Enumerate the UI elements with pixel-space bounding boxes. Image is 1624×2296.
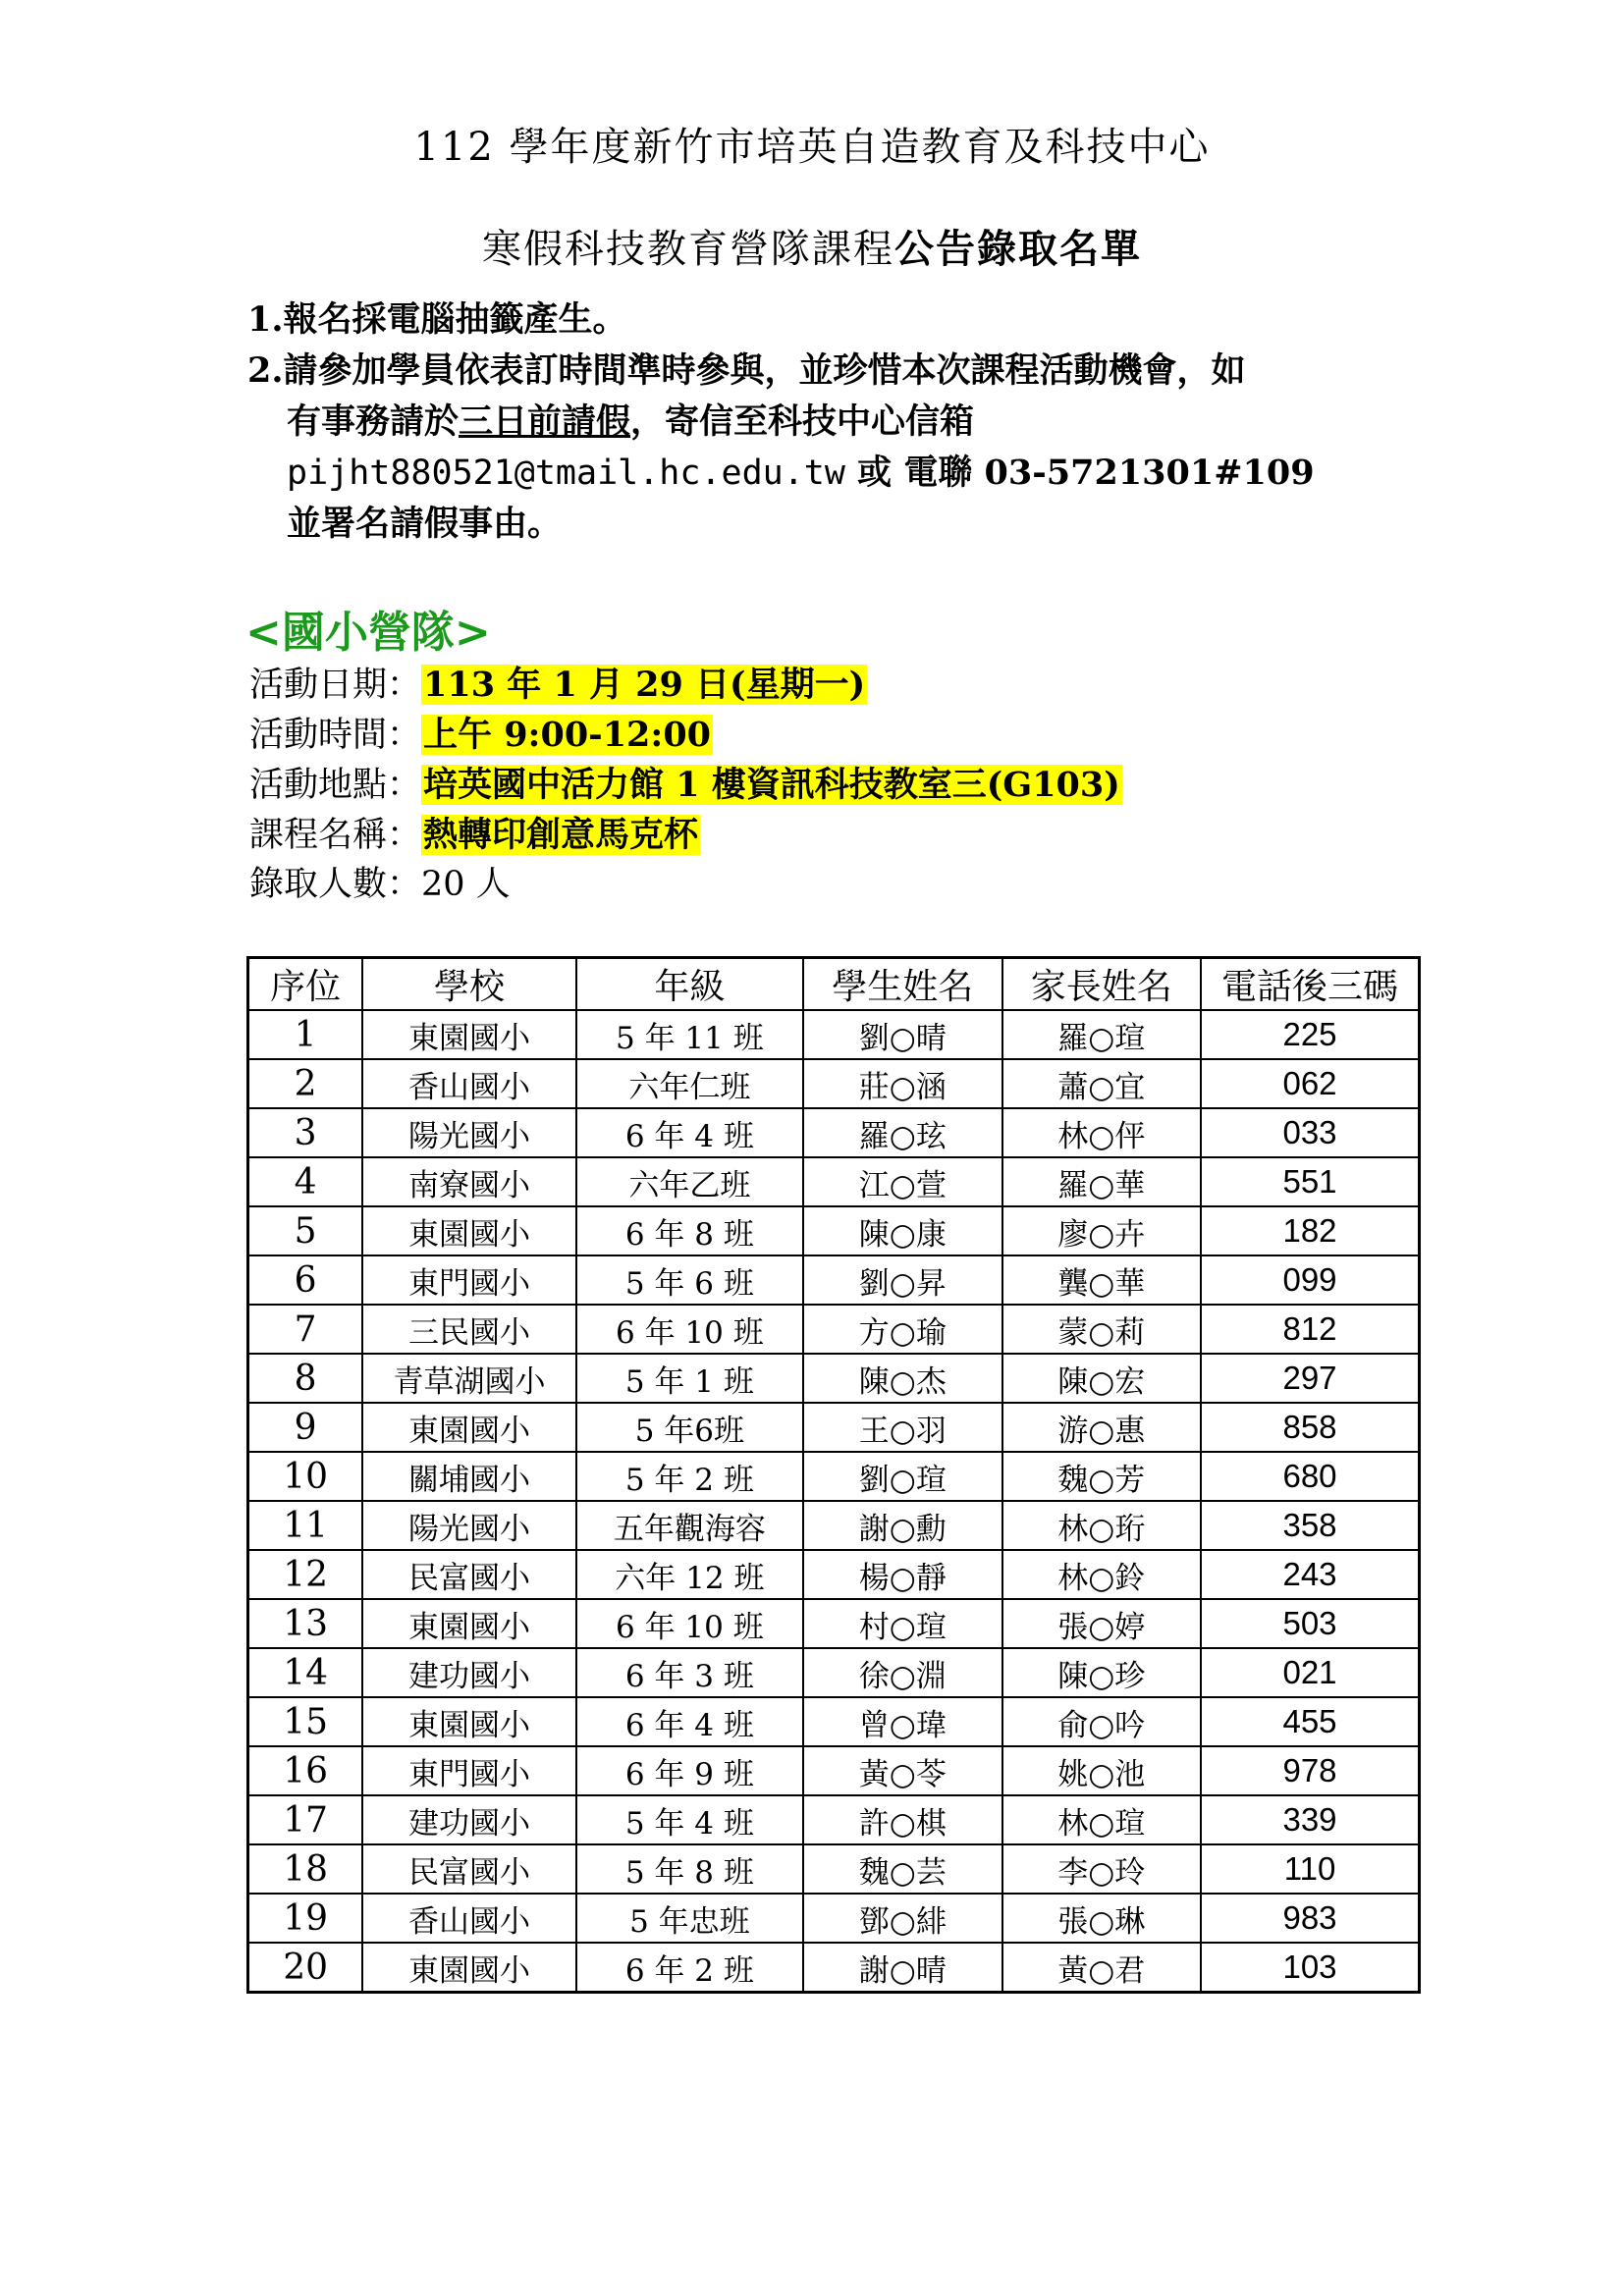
row-phone: 103	[1201, 1943, 1420, 1993]
row-student: 劉○晴	[803, 1010, 1001, 1059]
row-student: 謝○勳	[803, 1501, 1001, 1550]
row-seq: 15	[248, 1697, 363, 1746]
row-grade: 5 年 8 班	[576, 1844, 803, 1894]
row-school: 香山國小	[362, 1059, 575, 1108]
row-grade: 5 年 11 班	[576, 1010, 803, 1059]
row-parent: 林○鈴	[1002, 1550, 1201, 1599]
info-date-label: 活動日期：	[249, 666, 422, 705]
row-seq: 4	[248, 1157, 363, 1206]
table-row	[248, 1010, 1420, 1059]
info-count-label: 錄取人數：	[249, 865, 422, 904]
row-grade: 5 年忠班	[576, 1894, 803, 1943]
row-school: 民富國小	[362, 1844, 575, 1894]
info-course-value: 熱轉印創意馬克杯	[423, 815, 699, 855]
header-seq: 序位	[248, 958, 363, 1011]
row-parent: 黃○君	[1002, 1943, 1201, 1993]
row-school: 南寮國小	[362, 1157, 575, 1206]
info-date-value: 113 年 1 月 29 日(星期一)	[423, 665, 866, 705]
row-school: 青草湖國小	[362, 1354, 575, 1403]
row-student: 魏○芸	[803, 1844, 1001, 1894]
table-row	[248, 1157, 1420, 1206]
row-phone: 858	[1201, 1403, 1420, 1452]
row-student: 方○瑜	[803, 1305, 1001, 1354]
table-row	[248, 1844, 1420, 1894]
row-grade: 五年觀海容	[576, 1501, 803, 1550]
info-time	[249, 710, 1122, 760]
row-school: 東園國小	[362, 1403, 575, 1452]
info-place	[249, 760, 1122, 810]
row-parent: 羅○瑄	[1002, 1010, 1201, 1059]
row-phone: 243	[1201, 1550, 1420, 1599]
row-grade: 6 年 3 班	[576, 1648, 803, 1697]
row-seq: 18	[248, 1844, 363, 1894]
table-row	[248, 1599, 1420, 1648]
row-phone: 110	[1201, 1844, 1420, 1894]
row-parent: 張○婷	[1002, 1599, 1201, 1648]
row-student: 劉○瑄	[803, 1452, 1001, 1501]
row-grade: 5 年 2 班	[576, 1452, 803, 1501]
row-parent: 姚○池	[1002, 1746, 1201, 1795]
row-school: 東門國小	[362, 1746, 575, 1795]
row-school: 民富國小	[362, 1550, 575, 1599]
row-phone: 358	[1201, 1501, 1420, 1550]
table-body	[248, 1010, 1420, 1993]
row-parent: 廖○卉	[1002, 1206, 1201, 1255]
header-grade: 年級	[576, 958, 803, 1011]
document-subtitle	[0, 218, 1624, 274]
row-seq: 12	[248, 1550, 363, 1599]
table-row	[248, 1354, 1420, 1403]
table-row	[248, 1894, 1420, 1943]
row-grade: 6 年 4 班	[576, 1108, 803, 1157]
row-student: 莊○涵	[803, 1059, 1001, 1108]
row-school: 建功國小	[362, 1795, 575, 1844]
row-grade: 6 年 8 班	[576, 1206, 803, 1255]
row-grade: 6 年 2 班	[576, 1943, 803, 1993]
row-phone: 099	[1201, 1255, 1420, 1305]
note-line-1: 1.報名採電腦抽籤產生。	[247, 299, 627, 340]
row-seq: 10	[248, 1452, 363, 1501]
note-line-3-start: 有事務請於	[287, 401, 460, 442]
table-row	[248, 1648, 1420, 1697]
row-seq: 17	[248, 1795, 363, 1844]
row-phone: 182	[1201, 1206, 1420, 1255]
row-seq: 9	[248, 1403, 363, 1452]
contact-email: pijht880521@tmail.hc.edu.tw	[287, 454, 845, 493]
row-school: 陽光國小	[362, 1501, 575, 1550]
info-count-value: 20 人	[421, 865, 511, 904]
row-school: 陽光國小	[362, 1108, 575, 1157]
row-seq: 8	[248, 1354, 363, 1403]
row-school: 東園國小	[362, 1599, 575, 1648]
row-school: 東門國小	[362, 1255, 575, 1305]
row-phone: 297	[1201, 1354, 1420, 1403]
row-parent: 林○瑄	[1002, 1795, 1201, 1844]
row-phone: 339	[1201, 1795, 1420, 1844]
row-phone: 978	[1201, 1746, 1420, 1795]
note-line-2: 2.請參加學員依表訂時間準時參與，並珍惜本次課程活動機會，如	[247, 350, 1246, 391]
note-line-5: 並署名請假事由。	[287, 504, 563, 544]
row-seq: 2	[248, 1059, 363, 1108]
row-parent: 羅○華	[1002, 1157, 1201, 1206]
row-phone: 680	[1201, 1452, 1420, 1501]
row-seq: 16	[248, 1746, 363, 1795]
row-parent: 陳○珍	[1002, 1648, 1201, 1697]
row-seq: 14	[248, 1648, 363, 1697]
info-place-label: 活動地點：	[249, 766, 422, 805]
row-grade: 5 年 1 班	[576, 1354, 803, 1403]
header-phone: 電話後三碼	[1201, 958, 1420, 1011]
row-parent: 張○琳	[1002, 1894, 1201, 1943]
row-grade: 6 年 4 班	[576, 1697, 803, 1746]
row-seq: 7	[248, 1305, 363, 1354]
row-parent: 林○伻	[1002, 1108, 1201, 1157]
table-row	[248, 1550, 1420, 1599]
info-course	[249, 810, 1122, 860]
row-school: 三民國小	[362, 1305, 575, 1354]
table-header-row	[248, 958, 1420, 1011]
table-row	[248, 1108, 1420, 1157]
table-row	[248, 1305, 1420, 1354]
admission-table	[246, 956, 1421, 1994]
row-grade: 5 年6班	[576, 1403, 803, 1452]
table-row	[248, 1206, 1420, 1255]
header-school: 學校	[362, 958, 575, 1011]
table-row	[248, 1795, 1420, 1844]
row-student: 曾○瑋	[803, 1697, 1001, 1746]
row-parent: 蒙○莉	[1002, 1305, 1201, 1354]
note-line-3	[247, 397, 1524, 448]
row-phone: 812	[1201, 1305, 1420, 1354]
row-grade: 六年 12 班	[576, 1550, 803, 1599]
info-date	[249, 660, 1122, 710]
notes-block	[247, 294, 1524, 550]
row-phone: 021	[1201, 1648, 1420, 1697]
row-parent: 游○惠	[1002, 1403, 1201, 1452]
row-student: 陳○杰	[803, 1354, 1001, 1403]
table-row	[248, 1059, 1420, 1108]
row-phone: 062	[1201, 1059, 1420, 1108]
header-student: 學生姓名	[803, 958, 1001, 1011]
row-parent: 陳○宏	[1002, 1354, 1201, 1403]
row-grade: 5 年 6 班	[576, 1255, 803, 1305]
row-parent: 林○珩	[1002, 1501, 1201, 1550]
row-student: 黃○苓	[803, 1746, 1001, 1795]
row-school: 東園國小	[362, 1697, 575, 1746]
row-phone: 033	[1201, 1108, 1420, 1157]
subtitle-normal: 寒假科技教育營隊課程	[482, 227, 894, 272]
table-row	[248, 1501, 1420, 1550]
row-student: 劉○昇	[803, 1255, 1001, 1305]
note-leave-deadline: 三日前請假	[459, 401, 631, 442]
table-row	[248, 1452, 1420, 1501]
row-parent: 魏○芳	[1002, 1452, 1201, 1501]
row-student: 王○羽	[803, 1403, 1001, 1452]
row-student: 江○萱	[803, 1157, 1001, 1206]
row-school: 香山國小	[362, 1894, 575, 1943]
row-seq: 5	[248, 1206, 363, 1255]
document-title: 112 學年度新竹市培英自造教育及科技中心	[413, 125, 1211, 170]
row-school: 東園國小	[362, 1206, 575, 1255]
table-row	[248, 1943, 1420, 1993]
row-parent: 龔○華	[1002, 1255, 1201, 1305]
info-count	[249, 860, 1122, 910]
row-student: 鄧○緋	[803, 1894, 1001, 1943]
row-seq: 11	[248, 1501, 363, 1550]
row-grade: 6 年 10 班	[576, 1599, 803, 1648]
row-seq: 19	[248, 1894, 363, 1943]
row-parent: 李○玲	[1002, 1844, 1201, 1894]
row-phone: 983	[1201, 1894, 1420, 1943]
table-row	[248, 1255, 1420, 1305]
row-phone: 551	[1201, 1157, 1420, 1206]
table-row	[248, 1403, 1420, 1452]
row-school: 東園國小	[362, 1943, 575, 1993]
row-seq: 3	[248, 1108, 363, 1157]
row-phone: 225	[1201, 1010, 1420, 1059]
table-row	[248, 1746, 1420, 1795]
row-seq: 1	[248, 1010, 363, 1059]
subtitle-bold: 公告錄取名單	[894, 226, 1142, 272]
row-grade: 6 年 9 班	[576, 1746, 803, 1795]
row-student: 許○棋	[803, 1795, 1001, 1844]
table-row	[248, 1697, 1420, 1746]
row-student: 村○瑄	[803, 1599, 1001, 1648]
info-time-label: 活動時間：	[249, 716, 422, 755]
row-student: 謝○晴	[803, 1943, 1001, 1993]
row-grade: 六年仁班	[576, 1059, 803, 1108]
section-title: <國小營隊>	[245, 608, 491, 658]
row-school: 東園國小	[362, 1010, 575, 1059]
activity-info	[249, 660, 1122, 910]
row-seq: 6	[248, 1255, 363, 1305]
row-school: 建功國小	[362, 1648, 575, 1697]
row-grade: 5 年 4 班	[576, 1795, 803, 1844]
row-phone: 455	[1201, 1697, 1420, 1746]
note-line-4	[247, 448, 1524, 499]
note-line-3-end: ，寄信至科技中心信箱	[630, 401, 975, 442]
row-phone: 503	[1201, 1599, 1420, 1648]
header-parent: 家長姓名	[1002, 958, 1201, 1011]
row-seq: 20	[248, 1943, 363, 1993]
row-parent: 蕭○宜	[1002, 1059, 1201, 1108]
row-student: 楊○靜	[803, 1550, 1001, 1599]
row-seq: 13	[248, 1599, 363, 1648]
row-grade: 6 年 10 班	[576, 1305, 803, 1354]
contact-phone: 或 電聯 03-5721301#109	[844, 453, 1315, 493]
info-time-value: 上午 9:00-12:00	[423, 715, 712, 755]
row-student: 羅○玹	[803, 1108, 1001, 1157]
info-place-value: 培英國中活力館 1 樓資訊科技教室三(G103)	[423, 765, 1120, 805]
info-course-label: 課程名稱：	[249, 816, 422, 855]
row-grade: 六年乙班	[576, 1157, 803, 1206]
row-parent: 俞○吟	[1002, 1697, 1201, 1746]
row-student: 陳○康	[803, 1206, 1001, 1255]
row-school: 關埔國小	[362, 1452, 575, 1501]
row-student: 徐○淵	[803, 1648, 1001, 1697]
